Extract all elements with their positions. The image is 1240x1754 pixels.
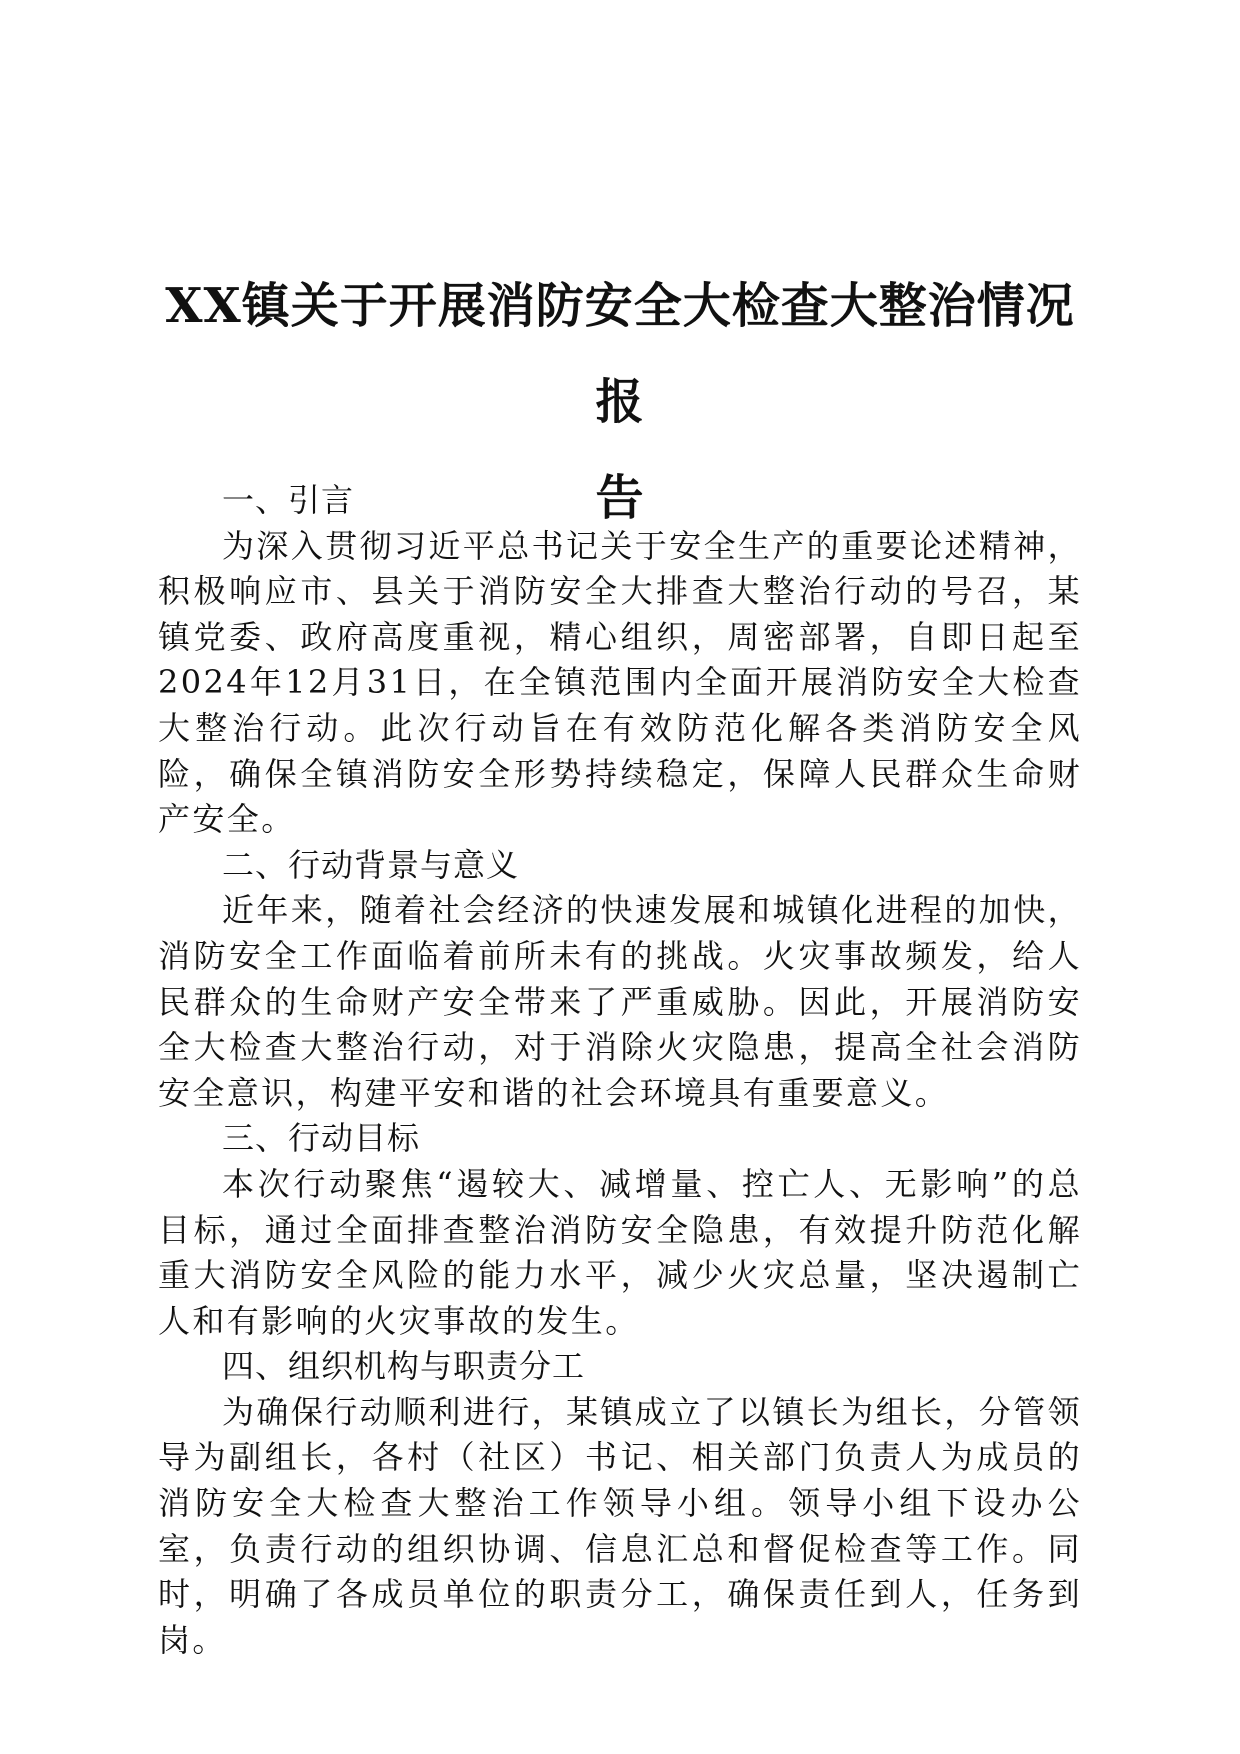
title-line-1: XX镇关于开展消防安全大检查大整治情况报 <box>165 278 1075 431</box>
title-line-2: 告 <box>595 470 645 527</box>
section-paragraph-introduction: 为深入贯彻习近平总书记关于安全生产的重要论述精神，积极响应市、县关于消防安全大排查大整治行动的号召，某镇党委、政府高度重视，精心组织，周密部署，自即日起至2024年12月31日，在全镇范围内全面开展消防安全大检查大整治行动。此次行动旨在有效防范化解各类消防安全风险，确保全镇消防安全形势持续稳定，保障人民群众生命财产安全。 <box>158 526 1083 839</box>
section-heading-introduction: 一、引言 <box>222 481 355 519</box>
section-paragraph-organization: 为确保行动顺利进行，某镇成立了以镇长为组长，分管领导为副组长，各村（社区）书记、相关部门负责人为成员的消防安全大检查大整治工作领导小组。领导小组下设办公室，负责行动的组织协调、信息汇总和督促检查等工作。同时，明确了各成员单位的职责分工，确保责任到人，任务到岗。 <box>158 1392 1083 1659</box>
section-heading-background: 二、行动背景与意义 <box>222 845 520 884</box>
section-paragraph-background: 近年来，随着社会经济的快速发展和城镇化进程的加快，消防安全工作面临着前所未有的挑战。火灾事故频发，给人民群众的生命财产安全带来了严重威胁。因此，开展消防安全大检查大整治行动，对于消除火灾隐患，提高全社会消防安全意识，构建平安和谐的社会环境具有重要意义。 <box>158 891 1083 1112</box>
section-heading-goals: 三、行动目标 <box>222 1119 421 1158</box>
section-heading-organization: 四、组织机构与职责分工 <box>222 1347 586 1386</box>
document-body <box>158 478 1082 1663</box>
section-paragraph-goals: 本次行动聚焦“遏较大、减增量、控亡人、无影响”的总目标，通过全面排查整治消防安全隐患，有效提升防范化解重大消防安全风险的能力水平，减少火灾总量，坚决遏制亡人和有影响的火灾事故的发生。 <box>158 1164 1082 1340</box>
